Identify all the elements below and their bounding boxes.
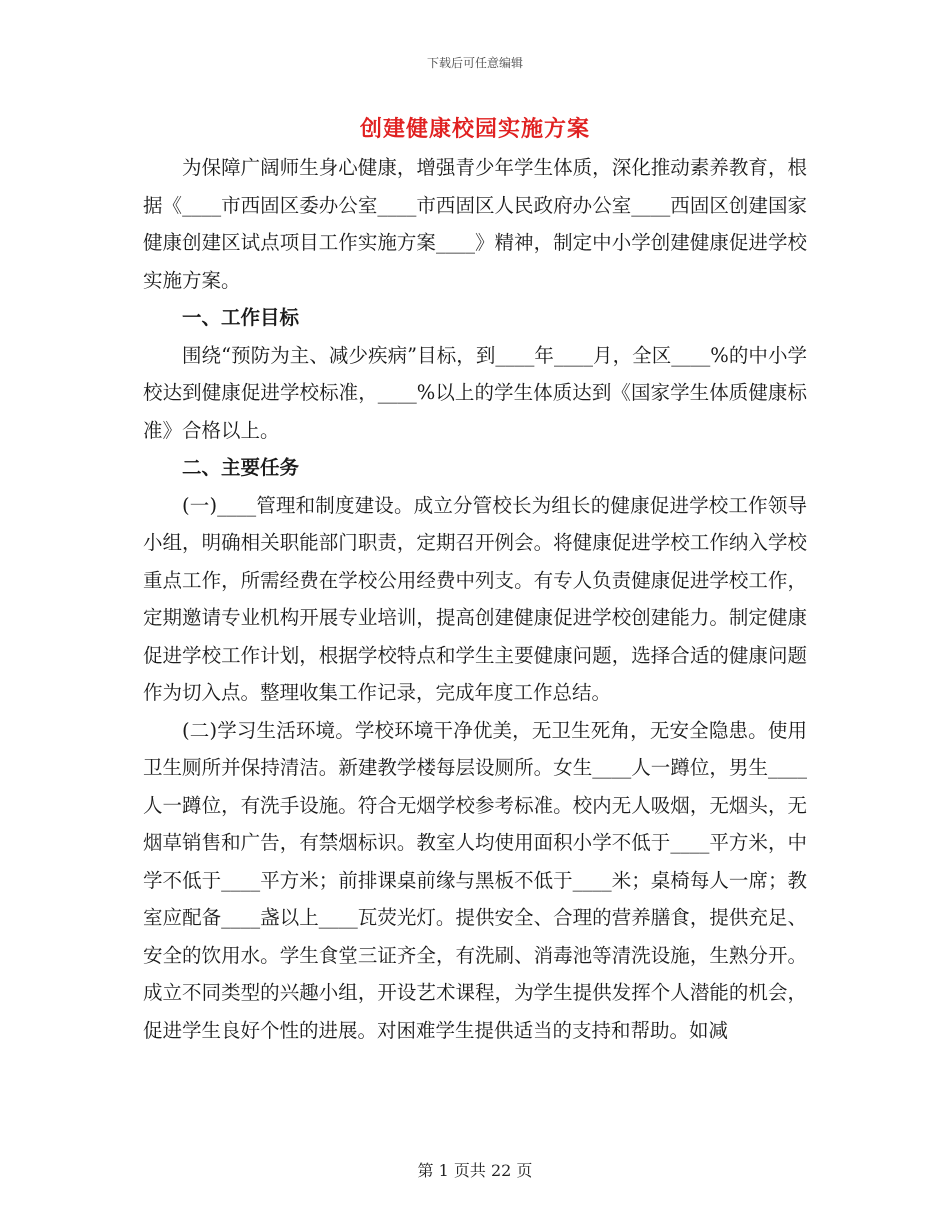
task-environment-paragraph: (二)学习生活环境。学校环境干净优美，无卫生死角，无安全隐患。使用卫生厕所并保持清洁。新建教学楼每层设厕所。女生____人一蹲位，男生____人一蹲位，有洗手设施。符合无烟学校参考标准。校内无人吸烟，无烟头，无烟草销售和广告，有禁烟标识。教室人均使用面积小学不低于____平方米，中学不低于____平方米；前排课桌前缘与黑板不低于____米；桌椅每人一席；教室应配备____盏以上____瓦荧光灯。提供安全、合理的营养膳食，提供充足、安全的饮用水。学生食堂三证齐全，有洗刷、消毒池等清洗设施，生熟分开。成立不同类型的兴趣小组，开设艺术课程，为学生提供发挥个人潜能的机会，促进学生良好个性的进展。对困难学生提供适当的支持和帮助。如减 — [143, 718, 807, 1042]
goals-paragraph: 围绕“预防为主、减少疾病”目标，到____年____月，全区____%的中小学校达到健康促进学校标准，____%以上的学生体质达到《国家学生体质健康标准》合格以上。 — [143, 343, 807, 442]
section-heading-tasks: 二、主要任务 — [182, 456, 300, 479]
header-note: 下载后可任意编辑 — [426, 56, 523, 70]
document-body — [143, 149, 807, 1049]
document-title: 创建健康校园实施方案 — [359, 116, 590, 142]
page-footer: 第 1 页共 22 页 — [417, 1161, 533, 1180]
section-heading-goals: 一、工作目标 — [182, 306, 300, 329]
intro-paragraph: 为保障广阔师生身心健康，增强青少年学生体质，深化推动素养教育，根据《____市西固区委办公室____市西固区人民政府办公室____西固区创建国家健康创建区试点项目工作实施方案____》精神，制定中小学创建健康促进学校实施方案。 — [143, 156, 807, 292]
task-management-paragraph: (一)____管理和制度建设。成立分管校长为组长的健康促进学校工作领导小组，明确相关职能部门职责，定期召开例会。将健康促进学校工作纳入学校重点工作，所需经费在学校公用经费中列支。有专人负责健康促进学校工作，定期邀请专业机构开展专业培训，提高创建健康促进学校创建能力。制定健康促进学校工作计划，根据学校特点和学生主要健康问题，选择合适的健康问题作为切入点。整理收集工作记录，完成年度工作总结。 — [143, 493, 807, 704]
